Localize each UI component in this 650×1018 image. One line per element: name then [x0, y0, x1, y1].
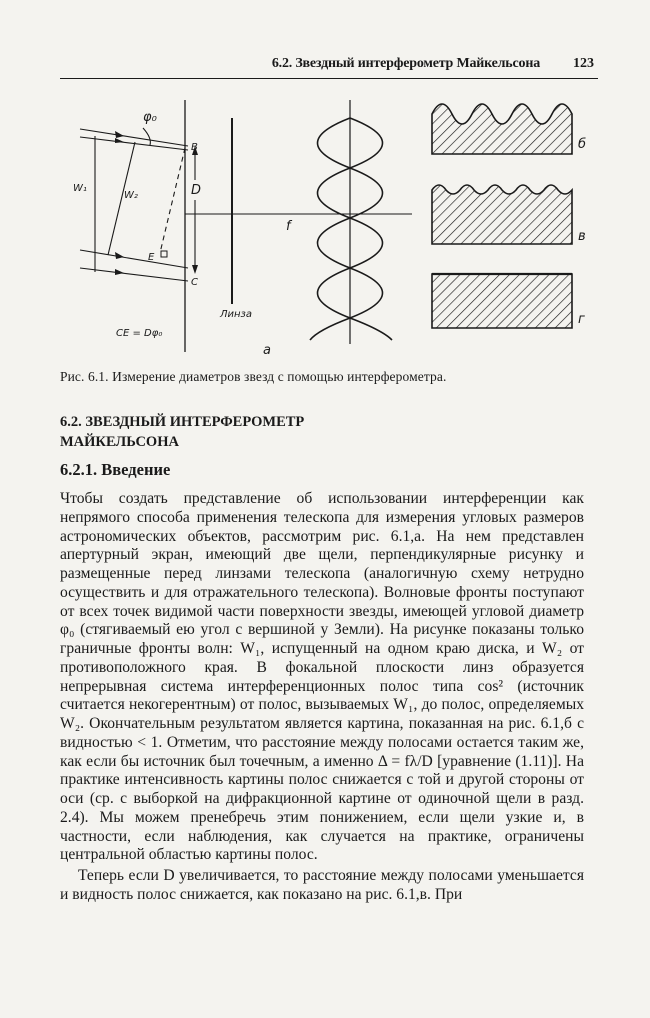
body-paragraph-2: Теперь если D увеличивается, то расстояние между полосами уменьшается и видность полос снижается, как показано на рис. 6.1,в. При: [60, 867, 584, 903]
fringe-curves: [310, 118, 392, 340]
running-header-title: 6.2. Звездный интерферометр Майкельсона: [271, 56, 540, 71]
subsection-title: 6.2.1. Введение: [60, 460, 171, 479]
page-header: [60, 52, 598, 79]
figure-6-1: [60, 90, 600, 362]
w1-label: W₁: [73, 183, 87, 194]
fringe-pattern-b: [432, 104, 572, 154]
section-title: [60, 412, 380, 452]
panel-v-label: в: [578, 229, 586, 244]
focal-length-label: f: [286, 219, 291, 234]
panel-g-label: г: [578, 312, 585, 327]
point-c-label: C: [191, 277, 198, 288]
ray-bottom-1: [80, 250, 188, 268]
figure-diagram: [60, 90, 600, 362]
w2-label: W₂: [124, 190, 138, 201]
ce-formula-label: CE = Dφ₀: [116, 328, 163, 339]
ray-arrowheads: [115, 131, 124, 275]
panel-a-label: а: [263, 343, 271, 358]
panel-b-label: б: [578, 137, 587, 152]
right-angle-mark: [161, 251, 167, 257]
point-e-label: E: [148, 252, 155, 263]
page-number: 123: [573, 56, 594, 71]
section-title-line-1: 6.2. ЗВЕЗДНЫЙ ИНТЕРФЕРОМЕТР: [60, 414, 305, 430]
ray-bottom-2: [80, 268, 188, 281]
figure-caption: Рис. 6.1. Измерение диаметров звезд с помощью интерферометра.: [60, 369, 447, 384]
d-label: D: [191, 183, 202, 198]
lens-label: Линза: [220, 309, 253, 320]
ce-dashed-line: [160, 148, 185, 253]
body-paragraph-1: Чтобы создать представление об использовании интерференции как непрямого способа применения телескопа для измерения угловых размеров астрономических объектов, рассмотрим рис. 6.1,а. На нем представлен апертурный экран, имеющий две щели, перпендикулярные рисунку и размещенные перед линзами телескопа (аналогичную схему нетрудно осуществить и для отражательного телескопа). Волновые фронты поступают от всех точек видимой части поверхности звезды, имеющей угловой диаметр φ₀ (стягиваемый ею угол с вершиной у Земли). На рисунке показаны только граничные фронты волн: W₁, испущенный на одном краю диска, и W₂ от противоположного края. В фокальной плоскости линз образуется непрерывная система интерференционных полос типа cos² (источник считается некогерентным) от полос, вызываемых W₁, до полос, определяемых W₂. Окончательным результатом является картина, показанная на рис. 6.1,б с видностью < 1. Отметим, что расстояние между полосами остается таким же, как если бы источник был точечным, а именно Δ = fλ/D [уравнение (1.11)]. На практике интенсивность картины полос снижается с той и другой стороны от оси (ср. с выборкой на дифракционной картине от одиночной щели в разд. 2.4). Мы можем пренебречь этим понижением, если щели узкие и, в частности, если наблюдения, как случается на практике, ограничены центральной областью картины полос.: [60, 490, 584, 864]
phi0-label: φ₀: [143, 110, 157, 125]
section-title-line-2: МАЙКЕЛЬСОНА: [60, 434, 179, 450]
phi0-arc: [143, 128, 150, 145]
d-arrow-down: [192, 265, 198, 274]
fringe-pattern-v: [432, 185, 572, 244]
incoming-rays: [80, 128, 188, 281]
point-b-label: B: [191, 142, 198, 153]
fringe-pattern-g: [432, 274, 572, 328]
